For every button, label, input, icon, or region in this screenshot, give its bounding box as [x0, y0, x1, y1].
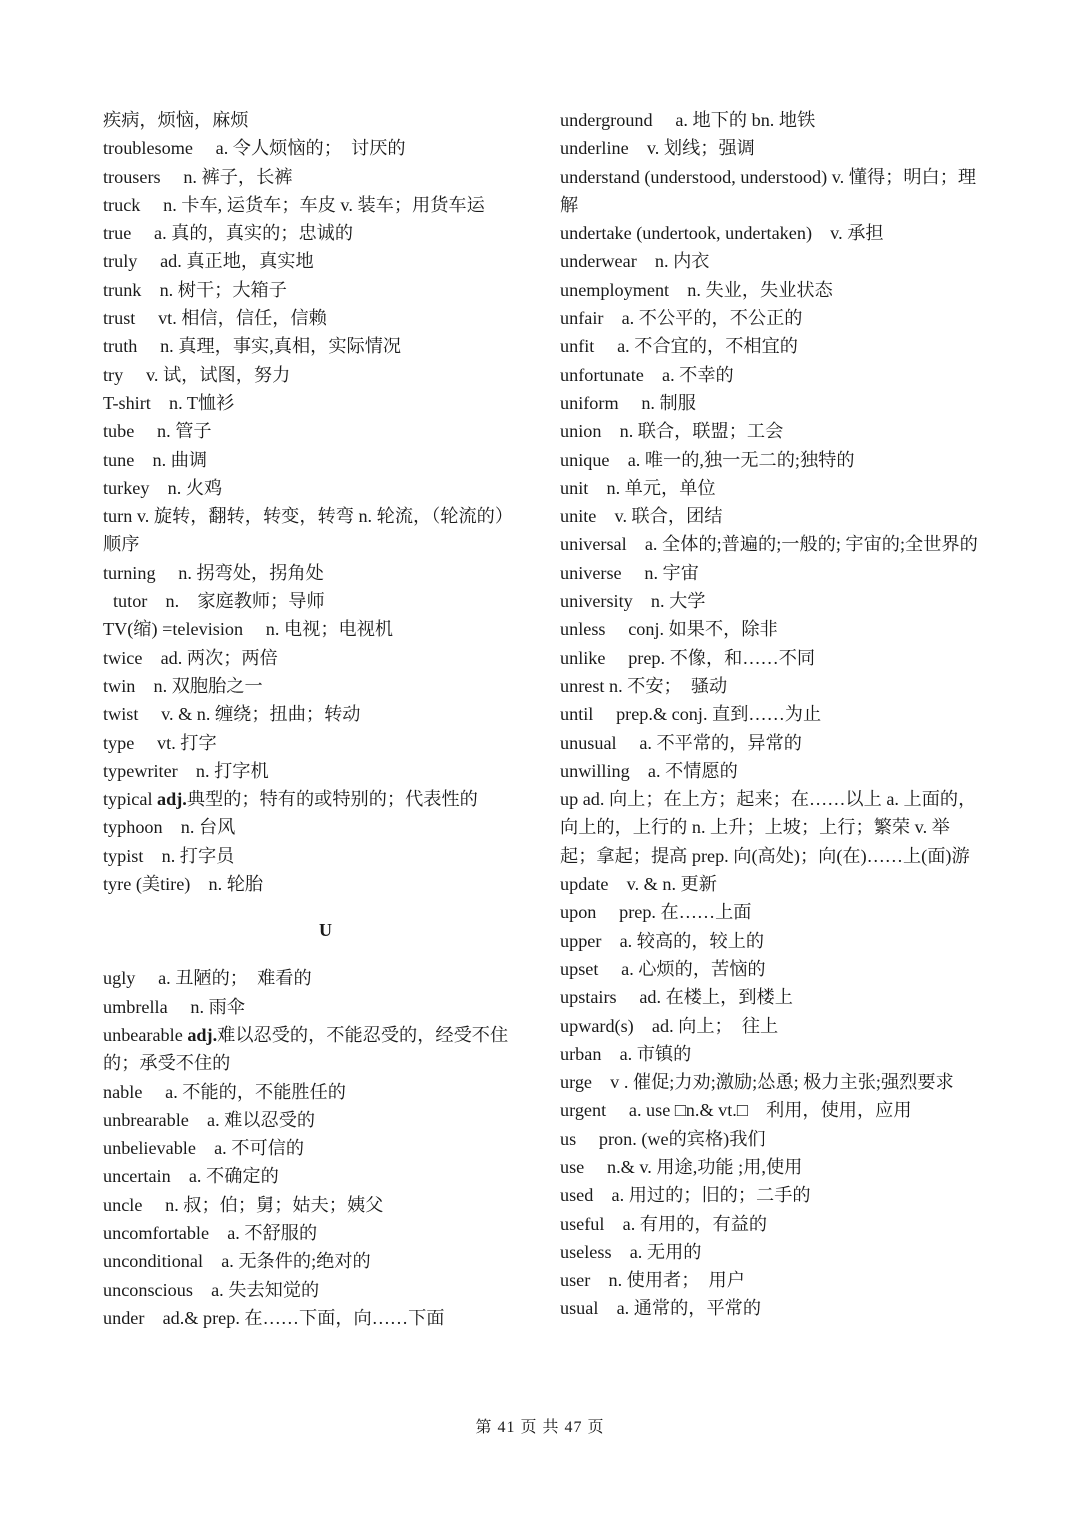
- vocab-entry: urban a. 市镇的: [560, 1043, 692, 1064]
- vocab-entry: 疾病，烦恼，麻烦: [103, 110, 249, 130]
- vocab-entry: nable a. 不能的，不能胜任的: [103, 1081, 346, 1102]
- vocab-entry: unfit a. 不合宜的，不相宜的: [560, 336, 798, 357]
- vocab-entry: unusual a. 不平常的，异常的: [560, 732, 802, 753]
- vocab-entry: T-shirt n. T恤衫: [103, 392, 235, 413]
- vocab-entry-typical: [103, 785, 518, 813]
- entry-pos-bold: adj.: [187, 1024, 218, 1045]
- vocab-entry: upward(s) ad. 向上； 往上: [560, 1015, 779, 1036]
- vocab-entry: turning n. 拐弯处，拐角处: [103, 562, 324, 583]
- vocab-entry: unit n. 单元，单位: [560, 477, 716, 498]
- vocab-entry: twin n. 双胞胎之一: [103, 675, 263, 696]
- entry-word: typical: [103, 789, 158, 810]
- vocab-entry: typewriter n. 打字机: [103, 760, 269, 781]
- vocab-entry: unite v. 联合，团结: [560, 506, 723, 527]
- vocab-entry: tyre (美tire) n. 轮胎: [103, 874, 264, 895]
- vocab-entry: upper a. 较高的，较上的: [560, 930, 765, 951]
- vocab-entry: ugly a. 丑陋的； 难看的: [103, 968, 312, 989]
- right-column: [560, 106, 978, 1323]
- vocab-entry: underground a. 地下的 bn. 地铁: [560, 110, 816, 130]
- entry-word: unbearable: [103, 1024, 188, 1045]
- entry-definition: 典型的；特有的或特别的；代表性的: [186, 789, 478, 810]
- vocab-entry-unbearable: [103, 1021, 518, 1078]
- vocab-entry: upstairs ad. 在楼上，到楼上: [560, 987, 793, 1008]
- vocab-entry: uniform n. 制服: [560, 392, 696, 413]
- vocab-entry: turn v. 旋转，翻转，转变，转弯 n. 轮流，（轮流的）顺序: [103, 506, 514, 555]
- vocab-entry: update v. & n. 更新: [560, 874, 717, 895]
- vocab-entry: useless a. 无用的: [560, 1241, 702, 1262]
- vocab-entry: unwilling a. 不情愿的: [560, 760, 738, 781]
- vocab-entry: twice ad. 两次；两倍: [103, 647, 278, 668]
- vocab-entry: upset a. 心烦的，苦恼的: [560, 958, 766, 979]
- vocab-entry: typhoon n. 台风: [103, 817, 236, 838]
- vocab-entry: university n. 大学: [560, 591, 706, 612]
- vocab-entry: uncertain a. 不确定的: [103, 1166, 279, 1187]
- vocab-entry: twist v. & n. 缠绕；扭曲；转动: [103, 704, 361, 725]
- vocab-entry: user n. 使用者； 用户: [560, 1270, 745, 1291]
- vocab-entry: unbelievable a. 不可信的: [103, 1138, 305, 1159]
- vocab-entry: unbrearable a. 难以忍受的: [103, 1109, 316, 1130]
- vocab-entry: used a. 用过的；旧的；二手的: [560, 1185, 811, 1206]
- vocab-entry: under ad.& prep. 在……下面，向……下面: [103, 1307, 445, 1328]
- vocab-entry: turkey n. 火鸡: [103, 477, 223, 498]
- vocab-entry: unfair a. 不公平的，不公正的: [560, 308, 803, 329]
- vocab-entry: useful a. 有用的，有益的: [560, 1213, 768, 1234]
- vocab-entry: true a. 真的，真实的；忠诚的: [103, 223, 354, 244]
- vocab-entry: type vt. 打字: [103, 732, 217, 753]
- vocab-entry: tune n. 曲调: [103, 449, 208, 470]
- vocab-entry: use n.& v. 用途,功能 ;用,使用: [560, 1156, 803, 1177]
- vocab-entry: upon prep. 在……上面: [560, 902, 752, 923]
- vocab-entry: truly ad. 真正地，真实地: [103, 251, 314, 272]
- vocab-entry: us pron. (we的宾格)我们: [560, 1128, 766, 1149]
- vocab-entry: troublesome a. 令人烦恼的； 讨厌的: [103, 138, 406, 159]
- vocab-entry: trust vt. 相信，信任，信赖: [103, 308, 327, 329]
- vocab-entry: underwear n. 内衣: [560, 251, 710, 272]
- vocab-entry: underline v. 划线；强调: [560, 138, 755, 159]
- vocab-entry: urgent a. use □n.& vt.□ 利用，使用，应用: [560, 1100, 912, 1121]
- vocab-entry: tutor n. 家庭教师；导师: [113, 591, 325, 612]
- vocab-entry: try v. 试，试图，努力: [103, 364, 291, 385]
- vocab-entry: uncle n. 叔；伯；舅；姑夫；姨父: [103, 1194, 384, 1215]
- vocab-entry: tube n. 管子: [103, 421, 212, 442]
- vocab-entry: unless conj. 如果不，除非: [560, 619, 778, 640]
- entry-definition: 难以忍受的，不能忍受的，经受不住的；承受不住的: [103, 1024, 509, 1074]
- vocab-entry: trunk n. 树干；大箱子: [103, 279, 287, 300]
- vocab-entry: understand (understood, understood) v. 懂得；明白；理解: [560, 166, 977, 215]
- vocab-entry: unconditional a. 无条件的;绝对的: [103, 1251, 371, 1272]
- vocab-entry: until prep.& conj. 直到……为止: [560, 704, 822, 725]
- vocab-entry: TV(缩) =television n. 电视；电视机: [103, 619, 394, 640]
- vocab-entry: truth n. 真理，事实,真相，实际情况: [103, 336, 402, 357]
- vocab-entry: union n. 联合，联盟；工会: [560, 421, 784, 442]
- vocab-entry: trousers n. 裤子，长裤: [103, 166, 293, 187]
- page-number-footer: 第 41 页 共 47 页: [475, 1419, 605, 1436]
- vocab-entry: urge v . 催促;力劝;激励;怂恿; 极力主张;强烈要求: [560, 1072, 954, 1093]
- vocab-entry: unrest n. 不安； 骚动: [560, 675, 728, 696]
- vocab-entry: unemployment n. 失业，失业状态: [560, 279, 833, 300]
- vocab-entry: undertake (undertook, undertaken) v. 承担: [560, 223, 884, 244]
- vocab-entry: unique a. 唯一的,独一无二的;独特的: [560, 449, 855, 470]
- vocab-entry: typist n. 打字员: [103, 845, 235, 866]
- entry-pos-bold: adj.: [157, 789, 187, 810]
- vocab-entry: up ad. 向上；在上方；起来；在……以上 a. 上面的，向上的，上行的 n. 上升；上坡；上行；繁荣 v. 举起；拿起；提高 prep. 向(高处)；向(在)……上(面)游: [560, 789, 977, 866]
- vocab-entry: universal a. 全体的;普遍的;一般的; 宇宙的;全世界的: [560, 534, 978, 555]
- left-column: [103, 106, 518, 1332]
- vocab-entry: universe n. 宇宙: [560, 562, 699, 583]
- vocab-entry: unlike prep. 不像，和……不同: [560, 647, 816, 668]
- vocab-entry: truck n. 卡车, 运货车；车皮 v. 装车；用货车运: [103, 194, 485, 215]
- section-heading: U: [319, 920, 332, 941]
- vocab-entry: uncomfortable a. 不舒服的: [103, 1222, 318, 1243]
- vocab-entry: unconscious a. 失去知觉的: [103, 1279, 320, 1300]
- vocab-entry: usual a. 通常的，平常的: [560, 1298, 762, 1319]
- vocab-entry: umbrella n. 雨伞: [103, 996, 245, 1017]
- vocab-entry: unfortunate a. 不幸的: [560, 364, 734, 385]
